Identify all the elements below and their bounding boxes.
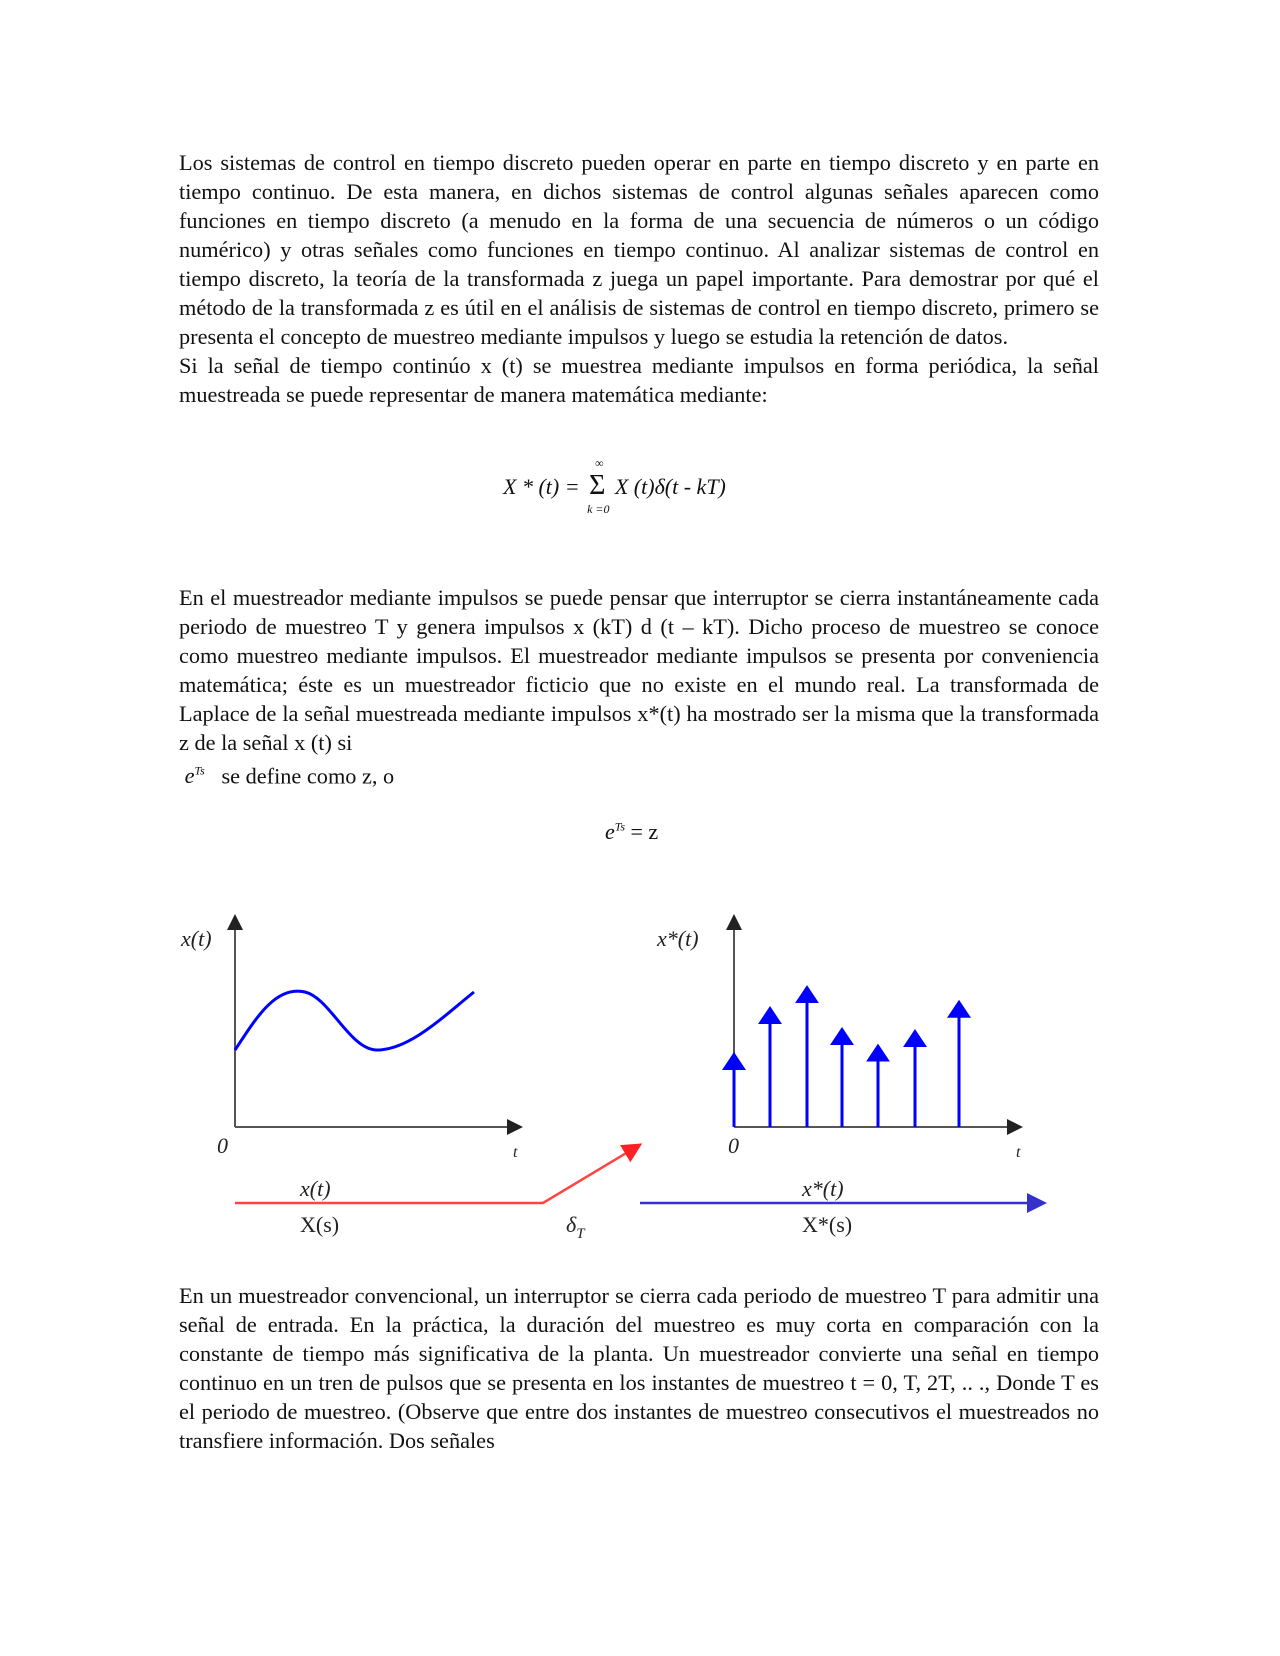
paragraph-5: En un muestreador convencional, un interruptor se cierra cada periodo de muestreo T para admitir una señal de entrada. En la práctica, la duración del muestreo es muy corta en comparación con la constante de tiempo más significativa de la planta. Un muestreador convierte una señal en tiempo continuo en un tren de pulsos que se presenta en los instantes de muestreo t = 0, T, 2T, .. ., Donde T es el periodo de muestreo. (Observe que entre dos instantes de muestreo consecutivos el muestreados no transfiere información. Dos señales [179,1283,1099,1453]
formula2-rhs: = z [625,819,659,844]
paragraph-conventional-sampler [179,1281,1099,1455]
paragraph-2: Si la señal de tiempo continúo x (t) se muestrea mediante impulsos en forma periódica, la señal muestreada se puede representar de manera matemática mediante: [179,353,1099,407]
paragraph-impulse-sampler [179,583,1099,790]
output-time-label: x*(t) [802,1176,844,1201]
summation-symbol [587,456,610,516]
exp-inline [179,763,205,788]
exp-base-2: e [605,819,615,844]
input-time-label: x(t) [300,1176,331,1201]
paragraph-3: En el muestreador mediante impulsos se puede pensar que interruptor se cierra instantáneamente cada periodo de muestreo T y genera impulsos x (kT) d (t – kT). Dicho proceso de muestreo se conoce como muestreo mediante impulsos. El muestreador mediante impulsos se presenta por conveniencia matemática; éste es un muestreador ficticio que no existe en el mundo real. La transformada de Laplace de la señal muestreada mediante impulsos x*(t) ha mostrado ser la misma que la transformada z de la señal x (t) si [179,585,1099,755]
sampled-signal-formula [503,456,726,516]
right-x-label: t [1016,1144,1021,1161]
formula-rhs: X (t)δ(t - kT) [614,474,726,499]
output-laplace-label: X*(s) [802,1212,853,1237]
input-signal-line [235,1146,638,1203]
paragraph-1: Los sistemas de control en tiempo discreto pueden operar en parte en tiempo discreto y en parte en tiempo continuo. De esta manera, en dichos sistemas de control algunas señales aparecen como funciones en tiempo discreto (a menudo en la forma de una secuencia de números o un código numérico) y otras señales como funciones en tiempo continuo. Al analizar sistemas de control en tiempo discreto, la teoría de la transformada z juega un papel importante. Para demostrar por qué el método de la transformada z es útil en el análisis de sistemas de control en tiempo discreto, primero se presenta el concepto de muestreo mediante impulsos y luego se estudia la retención de datos. [179,150,1099,349]
left-x-label: t [513,1144,518,1161]
exp-power-2: Ts [614,819,626,834]
left-origin: 0 [217,1133,228,1158]
paragraph-intro [179,148,1099,409]
sampler-subscript: T [576,1226,585,1242]
sigma: Σ [589,470,606,501]
right-y-label: x*(t) [657,926,699,951]
paragraph-3-tail: se define como z, o [221,763,395,789]
formula-lhs: X * (t) = [503,474,580,499]
sampler-label [566,1212,586,1242]
exp-power: Ts [194,764,205,778]
sum-upper: ∞ [595,456,604,470]
left-y-label: x(t) [181,926,212,951]
ets-equals-z-formula [605,819,658,845]
input-laplace-label: X(s) [300,1212,340,1237]
right-origin: 0 [728,1133,739,1158]
sum-lower: k =0 [587,502,610,516]
exp-base: e [184,763,195,789]
impulse-train [734,991,959,1127]
sampler-symbol: δ [566,1212,577,1237]
continuous-signal-curve [235,991,474,1050]
